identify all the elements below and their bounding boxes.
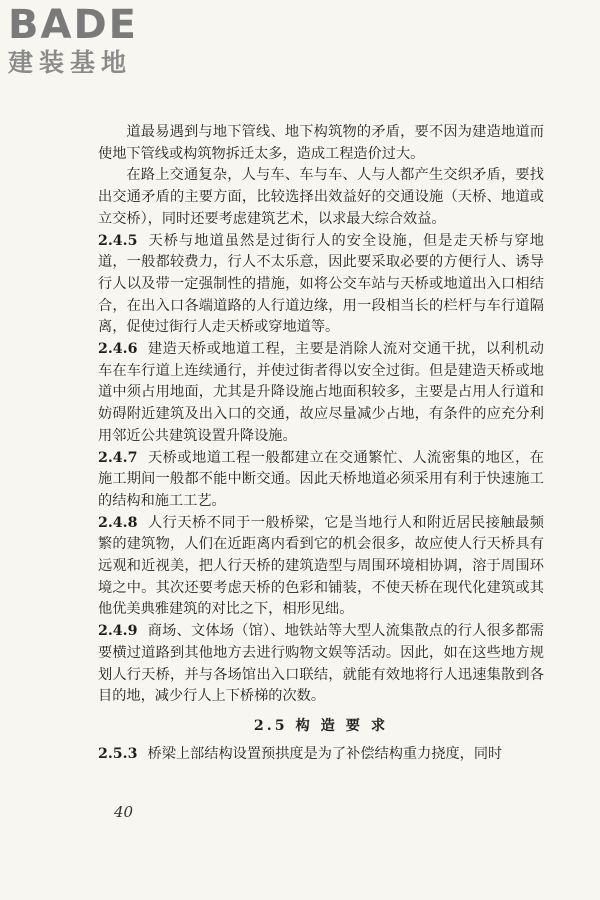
clause-text: 建造天桥或地道工程，主要是消除人流对交通干扰，以利机动车在车行道上连续通行，并使过街者得以安全过街。但是建造天桥或地道中须占用地面，尤其是升降设施占地面积较多，主要是占用人行道和妨碍附近建筑及出入口的交通，故应尽量减少占地，有条件的应充分利用邻近公共建筑设置升降设施。: [98, 341, 544, 444]
logo-subtitle: 建装基地: [8, 48, 133, 77]
clause-2-4-9: [98, 621, 544, 708]
clause-2-4-8: [98, 513, 544, 622]
clause-number: 2.5.3: [98, 745, 138, 762]
page-body: [98, 122, 544, 765]
clause-2-5-3: [98, 744, 544, 766]
clause-number: 2.4.6: [98, 341, 138, 358]
clause-2-4-5: [98, 231, 544, 340]
clause-number: 2.4.9: [98, 623, 138, 640]
paragraph-text: 在路上交通复杂，人与车、车与车、人与人都产生交织矛盾，要找出交通矛盾的主要方面，比较选择出效益好的交通设施（天桥、地道或立交桥），同时还要考虑建筑艺术，以求最大综合效益。: [98, 167, 544, 227]
clause-number: 2.4.5: [98, 232, 138, 249]
clause-text: 天桥与地道虽然是过街行人的安全设施，但是走天桥与穿地道，一般都较费力，行人不太乐意，因此要采取必要的方便行人、诱导行人以及带一定强制性的措施，如将公交车站与天桥或地道出入口相结合，在出入口各端道路的人行道边缘，用一段相当长的栏杆与车行道隔离，促使过街行人走天桥或穿地道等。: [98, 232, 544, 336]
paragraph: [98, 165, 544, 230]
section-title: 构 造 要 求: [295, 717, 389, 734]
clause-text: 天桥或地道工程一般都建立在交通繁忙、人流密集的地区，在施工期间一般都不能中断交通。因此天桥地道必须采用有利于快速施工的结构和施工工艺。: [98, 449, 544, 509]
paragraph: [98, 122, 544, 165]
page-number: 40: [114, 803, 134, 821]
logo-wordmark: BADE: [8, 2, 138, 48]
clause-number: 2.4.7: [98, 449, 138, 466]
clause-text: 桥梁上部结构设置预拱度是为了补偿结构重力挠度，同时: [147, 745, 503, 762]
clause-text: 人行天桥不同于一般桥梁，它是当地行人和附近居民接触最频繁的建筑物，人们在近距离内看到它的机会很多，故应使人行天桥具有远观和近视美，把人行天桥的建筑造型与周围环境相协调，溶于周围环境之中。其次还要考虑天桥的色彩和铺装，不使天桥在现代化建筑或其他优美典雅建筑的对比之下，相形见绌。: [98, 514, 544, 618]
clause-text: 商场、文体场（馆）、地铁站等大型人流集散点的行人很多都需要横过道路到其他地方去进行购物文娱等活动。因此，如在这些地方规划人行天桥，并与各场馆出入口联结，就能有效地将行人迅速集散到各目的地，减少行人上下桥梯的次数。: [98, 623, 544, 705]
section-number: 2.5: [253, 717, 288, 734]
clause-2-4-7: [98, 448, 544, 513]
paragraph-text: 道最易遇到与地下管线、地下构筑物的矛盾，要不因为建造地道而使地下管线或构筑物拆迁太多，造成工程造价过大。: [98, 124, 544, 162]
section-heading: [98, 716, 544, 738]
clause-2-4-6: [98, 339, 544, 448]
logo: [8, 4, 178, 78]
clause-number: 2.4.8: [98, 514, 138, 531]
